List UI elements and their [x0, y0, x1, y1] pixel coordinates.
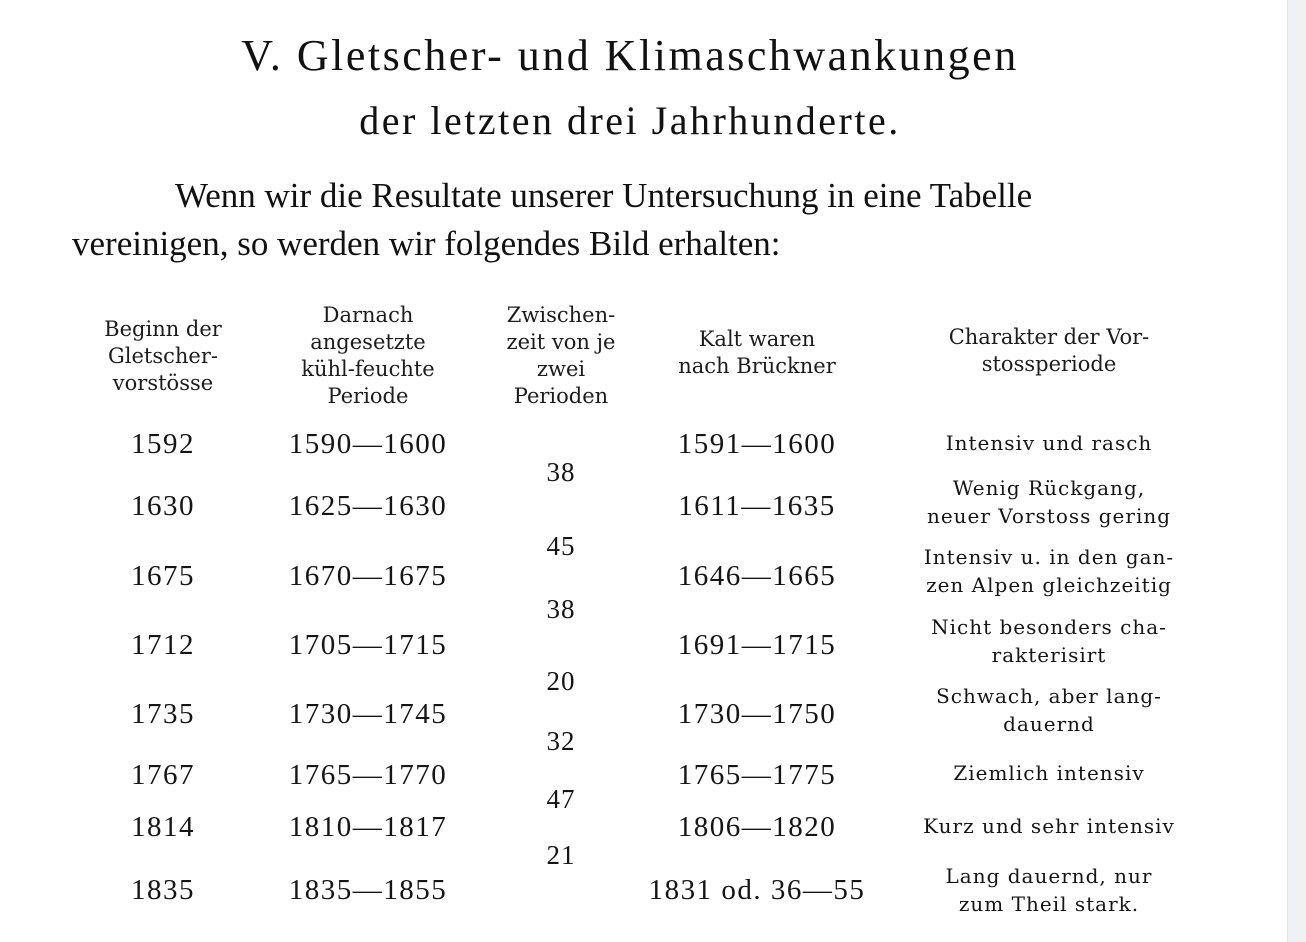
column-header [899, 324, 1199, 378]
cell-beginn: 1592 [131, 428, 195, 460]
cell-kalt: 1611—1635 [678, 490, 836, 522]
cell-beginn: 1835 [131, 874, 195, 906]
cell-charakter [899, 682, 1199, 738]
cell-zwischenzeit: 21 [546, 840, 576, 870]
cell-charakter [899, 812, 1199, 840]
cell-beginn: 1712 [131, 629, 195, 661]
column-header [258, 302, 478, 410]
column-header-line: Gletscher- [108, 344, 218, 368]
column-header-line: Darnach [322, 303, 414, 327]
cell-zwischenzeit: 38 [546, 457, 576, 487]
column-header-line: zwei [536, 357, 586, 381]
charakter-line: Intensiv und rasch [945, 431, 1153, 455]
column-header-line: Zwischen- [506, 303, 616, 327]
cell-periode: 1670—1675 [288, 560, 448, 592]
cell-kalt: 1806—1820 [677, 811, 837, 843]
column-header-line: vorstösse [112, 371, 214, 395]
cell-beginn: 1735 [131, 698, 195, 730]
charakter-line: rakterisirt [991, 643, 1107, 667]
intro-line: Wenn wir die Resultate unserer Untersuchung in eine Tabelle [175, 176, 1033, 215]
column-header-line: nach Brückner [678, 354, 836, 378]
cell-charakter [899, 759, 1199, 787]
cell-periode: 1765—1770 [288, 759, 448, 791]
column-header-line: angesetzte [310, 330, 426, 354]
column-header [481, 302, 641, 410]
cell-beginn: 1675 [131, 560, 195, 592]
charakter-line: neuer Vorstoss gering [926, 504, 1172, 528]
chapter-title: V. Gletscher- und Klimaschwankungen [241, 31, 1019, 80]
column-header-line: Perioden [513, 384, 609, 408]
cell-periode: 1625—1630 [288, 490, 448, 522]
cell-kalt: 1691—1715 [677, 629, 837, 661]
intro-line: vereinigen, so werden wir folgendes Bild erhalten: [72, 224, 781, 263]
column-header-line: Charakter der Vor- [948, 325, 1150, 349]
charakter-line: Ziemlich intensiv [953, 761, 1145, 785]
column-header [63, 316, 263, 397]
charakter-line: Wenig Rückgang, [952, 476, 1146, 500]
intro-paragraph [72, 172, 1192, 268]
charakter-line: Lang dauernd, nur [945, 864, 1153, 888]
cell-zwischenzeit: 47 [546, 784, 576, 814]
cell-periode: 1835—1855 [288, 874, 448, 906]
cell-periode: 1705—1715 [288, 629, 448, 661]
cell-zwischenzeit: 38 [546, 594, 576, 624]
cell-periode: 1730—1745 [288, 698, 448, 730]
cell-zwischenzeit: 45 [546, 531, 576, 561]
column-header-line: zeit von je [506, 330, 616, 354]
cell-zwischenzeit: 32 [546, 726, 576, 756]
column-header-line: stossperiode [981, 352, 1117, 376]
cell-kalt: 1831 od. 36—55 [648, 874, 866, 906]
cell-beginn: 1814 [131, 811, 195, 843]
cell-periode: 1810—1817 [288, 811, 448, 843]
column-header-line: kühl-feuchte [301, 357, 435, 381]
cell-beginn: 1767 [131, 759, 195, 791]
column-header-line: Beginn der [104, 317, 222, 341]
charakter-line: Nicht besonders cha- [931, 615, 1167, 639]
charakter-line: Kurz und sehr intensiv [923, 814, 1175, 838]
cell-kalt: 1730—1750 [677, 698, 837, 730]
column-header-line: Periode [327, 384, 409, 408]
charakter-line: Schwach, aber lang- [936, 684, 1162, 708]
cell-charakter [899, 474, 1199, 530]
charakter-line: zum Theil stark. [958, 892, 1140, 916]
cell-beginn: 1630 [131, 490, 195, 522]
chapter-subtitle: der letzten drei Jahrhunderte. [359, 98, 901, 143]
cell-kalt: 1765—1775 [677, 759, 837, 791]
cell-kalt: 1591—1600 [677, 428, 837, 460]
charakter-line: dauernd [1003, 712, 1095, 736]
cell-zwischenzeit: 20 [546, 666, 576, 696]
column-header [637, 326, 877, 380]
cell-charakter [899, 862, 1199, 918]
page-edge [1287, 0, 1306, 942]
cell-charakter [899, 429, 1199, 457]
charakter-line: Intensiv u. in den gan- [923, 545, 1175, 569]
cell-charakter [899, 543, 1199, 599]
cell-periode: 1590—1600 [288, 428, 448, 460]
cell-kalt: 1646—1665 [677, 560, 837, 592]
charakter-line: zen Alpen gleichzeitig [926, 573, 1172, 597]
cell-charakter [899, 613, 1199, 669]
column-header-line: Kalt waren [698, 327, 816, 351]
